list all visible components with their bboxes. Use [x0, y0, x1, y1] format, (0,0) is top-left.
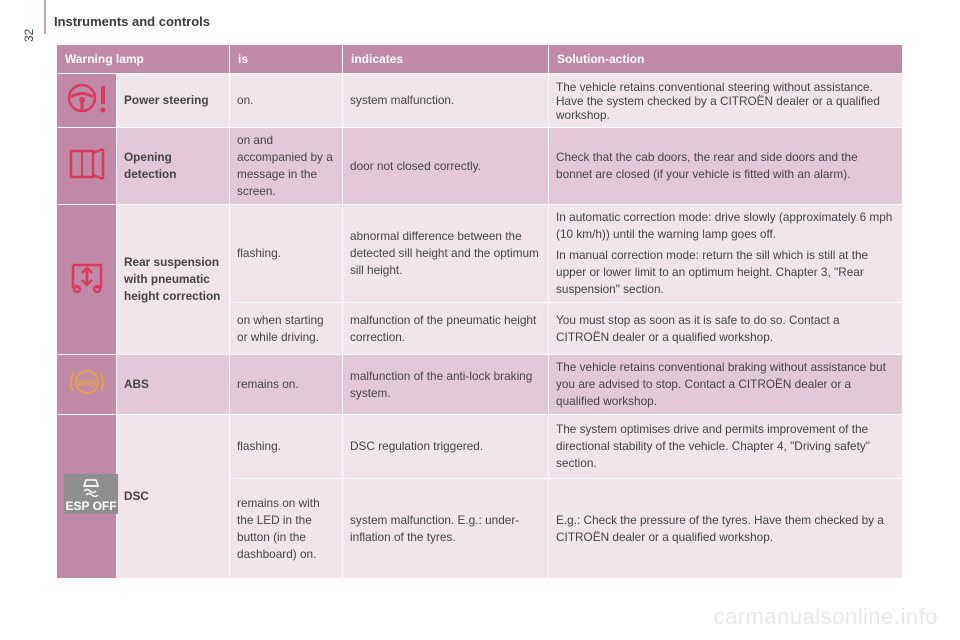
open-door-icon — [67, 147, 107, 186]
lamp-state: flashing. — [230, 205, 343, 303]
lamp-indication: system malfunction. E.g.: under-inflation of the tyres. — [343, 479, 549, 579]
icon-cell — [57, 74, 117, 128]
table-row-power-steering — [57, 74, 903, 128]
lamp-solution: The vehicle retains conventional braking without assistance but you are advised to stop. Contact a CITROËN dealer or a qualified workshop. — [549, 355, 903, 415]
lamp-solution: The system optimises drive and permits improvement of the directional stability of the vehicle. Chapter 4, "Driving safety" section. — [549, 415, 903, 479]
lamp-name: DSC — [117, 415, 230, 579]
table-header-row — [57, 45, 903, 74]
esp-off-button-icon — [64, 474, 118, 519]
icon-cell — [57, 355, 117, 415]
lamp-name: ABS — [117, 355, 230, 415]
lamp-state: on when starting or while driving. — [230, 303, 343, 355]
table-row-abs — [57, 355, 903, 415]
header-is: is — [230, 45, 343, 74]
icon-cell — [57, 415, 117, 579]
lamp-solution — [549, 205, 903, 303]
lamp-solution: Check that the cab doors, the rear and side doors and the bonnet are closed (if your vehicle is fitted with an alarm). — [549, 128, 903, 205]
solution-manual-mode: In manual correction mode: return the sill which is still at the upper or lower limit to an optimum height. Chapter 3, "Rear suspension" section. — [556, 248, 869, 296]
section-title: Instruments and controls — [54, 14, 211, 29]
lamp-state: flashing. — [230, 415, 343, 479]
page-accent-bar — [44, 0, 46, 34]
icon-cell — [57, 128, 117, 205]
lamp-indication: system malfunction. — [343, 74, 549, 128]
lamp-solution: E.g.: Check the pressure of the tyres. Have them checked by a CITROËN dealer or a qualified workshop. — [549, 479, 903, 579]
abs-warning-icon — [68, 366, 106, 403]
power-steering-warning-icon — [65, 81, 109, 120]
lamp-indication: malfunction of the pneumatic height correction. — [343, 303, 549, 355]
lamp-solution: You must stop as soon as it is safe to do so. Contact a CITROËN dealer or a qualified workshop. — [549, 303, 903, 355]
header-indicates: indicates — [343, 45, 549, 74]
lamp-name: Power steering — [117, 74, 230, 128]
lamp-indication: DSC regulation triggered. — [343, 415, 549, 479]
lamp-indication: malfunction of the anti-lock braking system. — [343, 355, 549, 415]
lamp-indication: door not closed correctly. — [343, 128, 549, 205]
table-row-rear-suspension-flashing — [57, 205, 903, 303]
lamp-state: on. — [230, 74, 343, 128]
lamp-state: remains on with the LED in the button (in the dashboard) on. — [230, 479, 343, 579]
lamp-name: Rear suspension with pneumatic height correction — [117, 205, 230, 355]
lamp-state: on and accompanied by a message in the screen. — [230, 128, 343, 205]
lamp-solution: The vehicle retains conventional steering without assistance. Have the system checked by a CITROËN dealer or a qualified workshop. — [549, 74, 903, 128]
table-row-opening-detection — [57, 128, 903, 205]
suspension-height-icon — [67, 257, 107, 302]
table-row-dsc-flashing — [57, 415, 903, 479]
header-solution: Solution-action — [549, 45, 903, 74]
esp-off-label: ESP OFF — [65, 499, 117, 513]
icon-cell — [57, 205, 117, 355]
header-warning-lamp: Warning lamp — [57, 45, 230, 74]
solution-automatic-mode: In automatic correction mode: drive slowly (approximately 6 mph (10 km/h)) until the warning lamp goes off. — [556, 210, 893, 241]
warning-lamp-table — [57, 45, 903, 579]
page-number: 32 — [22, 28, 36, 42]
lamp-name: Opening detection — [117, 128, 230, 205]
lamp-indication: abnormal difference between the detected sill height and the optimum sill height. — [343, 205, 549, 303]
abs-icon-label: ABS — [76, 378, 97, 388]
watermark: carmanualsonline.info — [713, 604, 938, 629]
lamp-state: remains on. — [230, 355, 343, 415]
